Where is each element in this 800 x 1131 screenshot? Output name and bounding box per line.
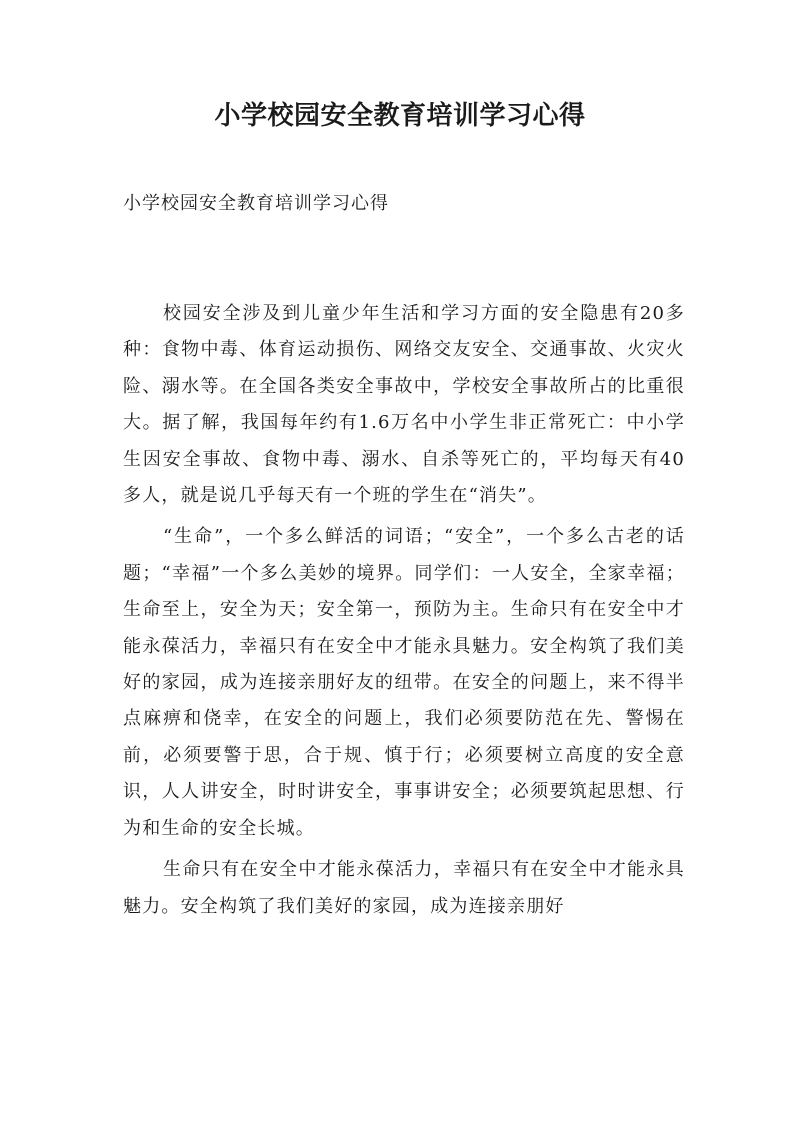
paragraph: 校园安全涉及到儿童少年生活和学习方面的安全隐患有20多种：食物中毒、体育运动损伤、网络交友安全、交通事故、火灾火险、溺水等。在全国各类安全事故中，学校安全事故所占的比重很大。据了解，我国每年约有1.6万名中小学生非正常死亡：中小学生因安全事故、食物中毒、溺水、自杀等死亡的，平均每天有40多人，就是说几乎每天有一个班的学生在“消失”。	[123, 303, 685, 507]
paragraph: 生命只有在安全中才能永葆活力，幸福只有在安全中才能永具魅力。安全构筑了我们美好的家园，成为连接亲朋好	[123, 859, 685, 917]
document-body	[123, 296, 685, 925]
document-subtitle: 小学校园安全教育培训学习心得	[123, 193, 389, 214]
document-title: 小学校园安全教育培训学习心得	[214, 101, 586, 131]
paragraph: “生命”，一个多么鲜活的词语；“安全”，一个多么古老的话题；“幸福”一个多么美妙的境界。同学们：一人安全，全家幸福；生命至上，安全为天；安全第一，预防为主。生命只有在安全中才能永葆活力，幸福只有在安全中才能永具魅力。安全构筑了我们美好的家园，成为连接亲朋好友的纽带。在安全的问题上，来不得半点麻痹和侥幸，在安全的问题上，我们必须要防范在先、警惕在前，必须要警于思，合于规、慎于行；必须要树立高度的安全意识，人人讲安全，时时讲安全，事事讲安全；必须要筑起思想、行为和生命的安全长城。	[123, 526, 685, 839]
